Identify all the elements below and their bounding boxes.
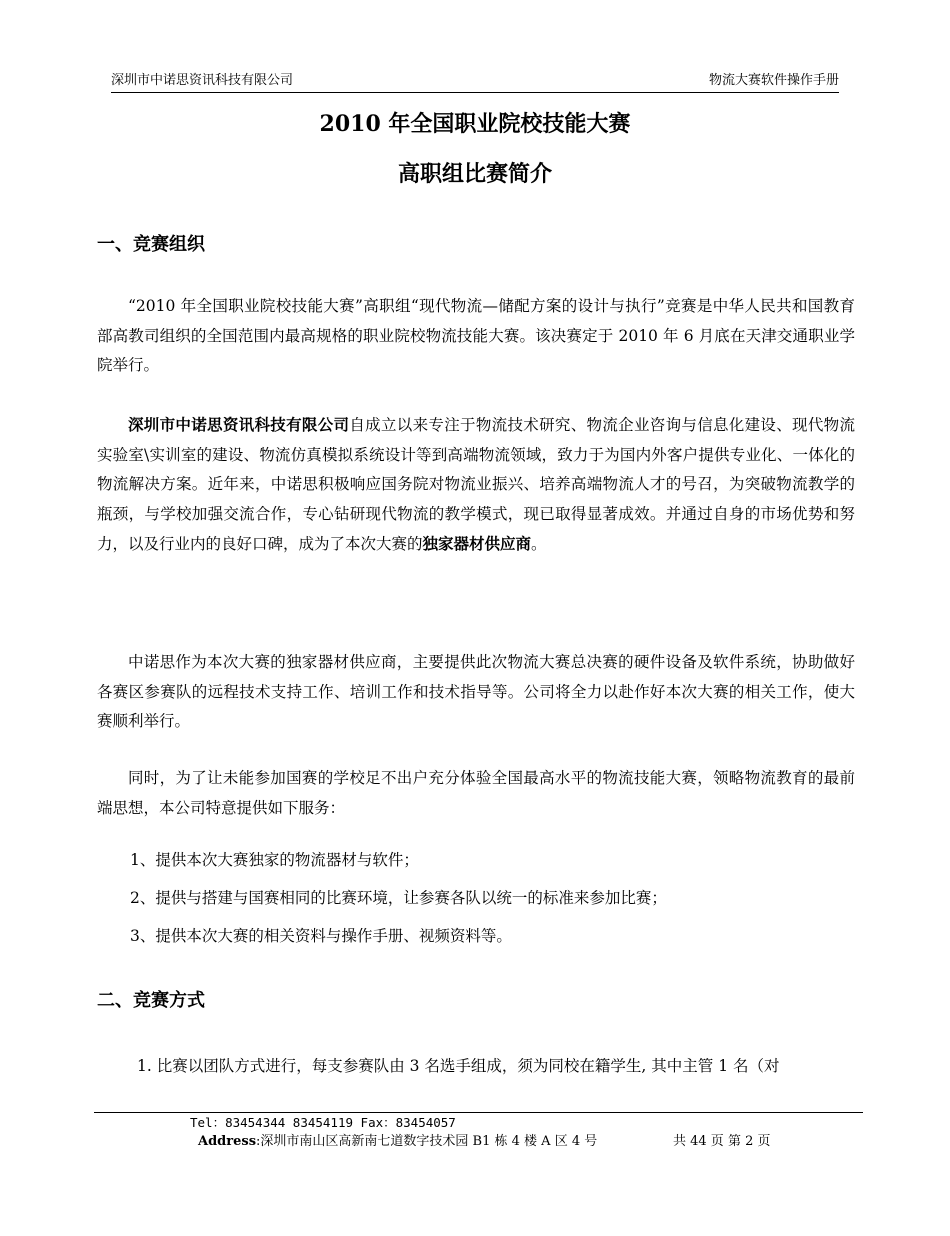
document-subtitle: 高职组比赛简介	[397, 161, 552, 187]
list-item: 2、提供与搭建与国赛相同的比赛环境，让参赛各队以统一的标准来参加比赛；	[130, 889, 667, 907]
section-heading-organization: 一、竞赛组织	[97, 234, 205, 255]
footer-address-text: :深圳市南山区高新南七道数字技术园 B1 栋 4 楼 A 区 4 号	[256, 1134, 598, 1149]
document-title: 2010 年全国职业院校技能大赛	[319, 111, 631, 137]
footer-address	[198, 1133, 597, 1151]
paragraph-supplier: 中诺思作为本次大赛的独家器材供应商，主要提供此次物流大赛总决赛的硬件设备及软件系统，协助做好各赛区参赛队的远程技术支持工作、培训工作和技术指导等。公司将全力以赴作好本次大赛的相关工作，使大赛顺利举行。	[97, 653, 855, 730]
footer-page-number: 共 44 页 第 2 页	[673, 1134, 771, 1149]
page-header	[111, 72, 839, 93]
paragraph-intro: “2010 年全国职业院校技能大赛”高职组“现代物流—储配方案的设计与执行”竞赛是中华人民共和国教育部高教司组织的全国范围内最高规格的职业院校物流技能大赛。该决赛定于 2010 年 6 月底在天津交通职业学院举行。	[97, 297, 855, 374]
company-name-bold: 深圳市中诺思资讯科技有限公司	[128, 415, 350, 434]
header-company: 深圳市中诺思资讯科技有限公司	[111, 73, 294, 88]
list-item: 3、提供本次大赛的相关资料与操作手册、视频资料等。	[130, 927, 512, 945]
header-manual-title: 物流大赛软件操作手册	[708, 73, 839, 88]
footer-address-label: Address	[198, 1134, 257, 1149]
paragraph-company-text: 自成立以来专注于物流技术研究、物流企业咨询与信息化建设、现代物流实验室\实训室的建设、物流仿真模拟系统设计等到高端物流领域，致力于为国内外客户提供专业化、一体化的物流解决方案。近年来，中诺思积极响应国务院对物流业振兴、培养高端物流人才的号召，为突破物流教学的瓶颈，与学校加强交流合作，专心钻研现代物流的教学模式，现已取得显著成效。并通过自身的市场优势和努力，以及行业内的良好口碑，成为了本次大赛的	[97, 416, 855, 553]
paragraph-method: 1. 比赛以团队方式进行，每支参赛队由 3 名选手组成，须为同校在籍学生, 其中主管 1 名（对	[137, 1057, 780, 1075]
footer-contact: Tel：83454344 83454119 Fax：83454057	[190, 1115, 456, 1130]
paragraph-company	[97, 410, 855, 560]
list-item: 1、提供本次大赛独家的物流器材与软件；	[130, 851, 419, 869]
paragraph-services: 同时，为了让未能参加国赛的学校足不出户充分体验全国最高水平的物流技能大赛，领略物流教育的最前端思想，本公司特意提供如下服务：	[97, 769, 855, 817]
section-heading-method: 二、竞赛方式	[97, 990, 205, 1011]
footer-divider	[94, 1112, 863, 1113]
paragraph-company-end: 。	[531, 535, 547, 553]
exclusive-supplier-bold: 独家器材供应商	[422, 534, 532, 553]
